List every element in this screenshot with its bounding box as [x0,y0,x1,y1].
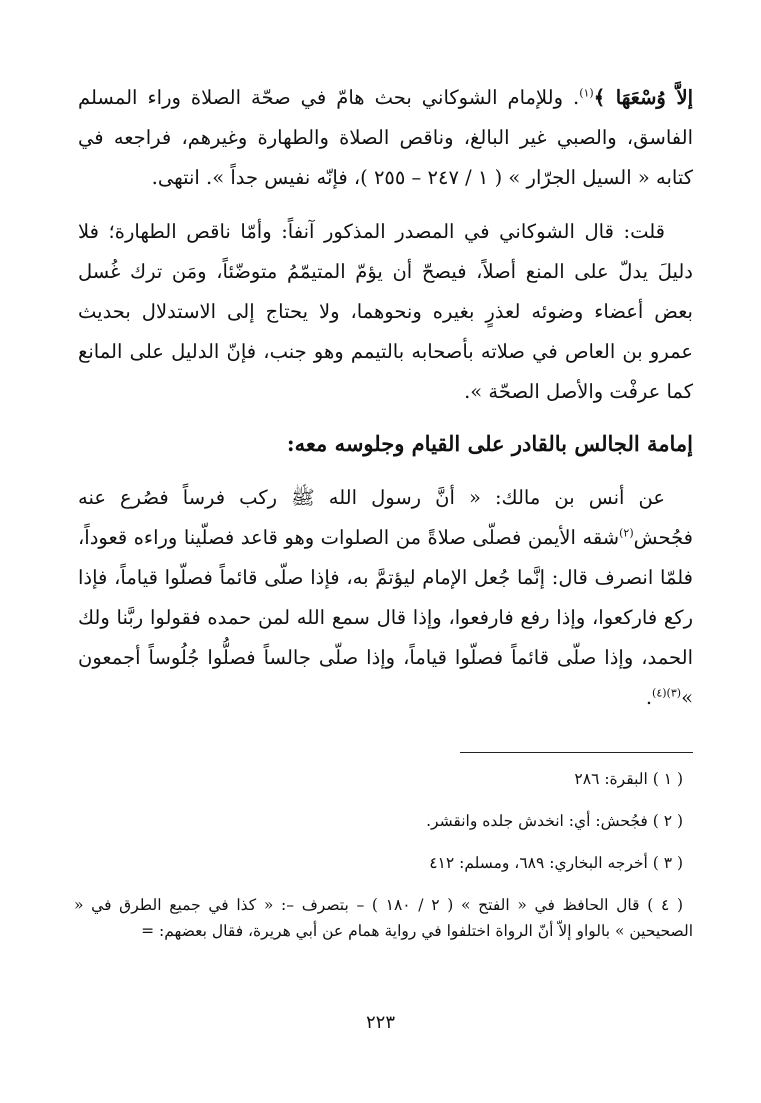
main-text [78,78,693,718]
section-heading: إمامة الجالس بالقادر على القيام وجلوسه معه: [286,431,693,456]
page-number: ٢٢٣ [365,1012,395,1033]
paragraph-hadith [78,478,693,718]
quran-verse: إلاَّ وُسْعَهَا ﴾ [593,86,693,109]
paragraph-continuation [78,78,693,198]
footnote-divider [460,752,693,753]
footnote-ref-1[interactable]: (١) [579,86,594,100]
footnote-ref-2[interactable]: (٢) [619,526,634,540]
paragraph-shawkani: قلت: قال الشوكاني في المصدر المذكور آنفاً: وأمّا ناقص الطهارة؛ فلا دليلَ يدلّ على المنع أصلاً، فيصحّ أن يؤمّ المتيمّمُ متوضّئاً، ومَن ترك غُسل بعض أعضاء وضوئه لعذرٍ بغيره ونحوهما، ولا يحتاج إلى الاستدلال بحديث عمرو بن العاص في صلاته بأصحابه بالتيمم وهو جنب، فإنّ الدليل على المانع كما عرفْت والأصل الصحّة ». [78,220,693,403]
hadith-text-part1: عن أنس بن مالك: « أنَّ رسول الله ﷺ ركب فرساً فصُرع عنه فجُحش [78,486,693,549]
footnote-3: ( ٣ ) أخرجه البخاري: ٦٨٩، ومسلم: ٤١٢ [429,854,683,872]
footnote-1: ( ١ ) البقرة: ٢٨٦ [574,770,683,788]
footnotes [74,766,693,944]
footnote-ref-4[interactable]: (٤) [652,686,667,700]
hadith-text-part2: شقه الأيمن فصلّى صلاةً من الصلوات وهو قاعد فصلّينا وراءه قعوداً، فلمّا انصرف قال: إنَّما جُعل الإمام ليؤتمَّ به، فإذا صلّى قائماً فصلّوا قياماً، فإذا ركع فاركعوا، وإذا رفع فارفعوا، وإذا قال سمع الله لمن حمده فقولوا ربَّنا ولك الحمد، وإذا صلّى قائماً فصلّوا قياماً، وإذا صلّى جالساً فصلُّوا جُلُوساً أجمعون » [78,526,693,709]
hadith-end: . [645,686,653,709]
paragraph-text: . وللإمام الشوكاني بحث هامّ في صحّة الصلاة وراء المسلم الفاسق، والصبي غير البالغ، وناقص الصلاة والطهارة وغيرهم، فراجعه في كتابه « السيل الجرّار » ( ١ / ٢٤٧ – ٢٥٥ )، فإنّه نفيس جداً ». انتهى. [78,86,693,189]
footnote-4: ( ٤ ) قال الحافظ في « الفتح » ( ٢ / ١٨٠ ) – بتصرف –: « كذا في جميع الطرق في « الصحيحين » بالواو إلاّ أنّ الرواة اختلفوا في رواية همام عن أبي هريرة، فقال بعضهم: = [74,896,693,940]
footnote-2: ( ٢ ) فجُحش: أي: انخدش جلده وانقشر. [426,812,683,830]
footnote-ref-3[interactable]: (٣) [666,686,682,700]
